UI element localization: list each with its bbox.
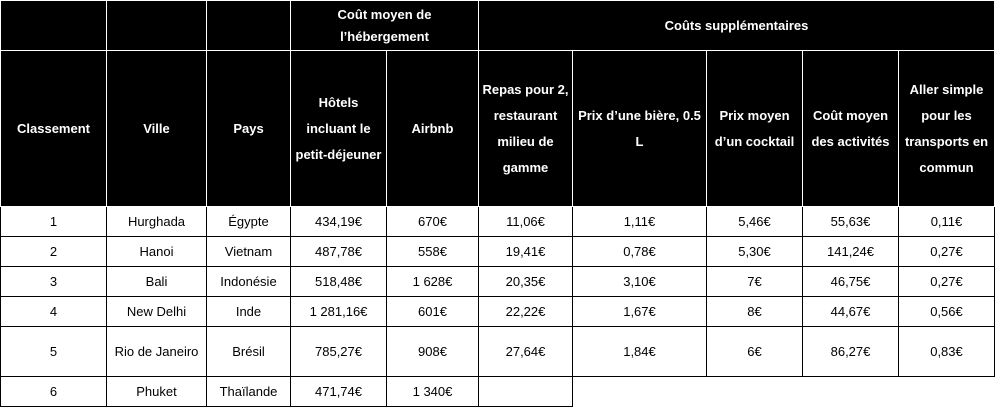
cell-cocktail: 5,30€ (707, 237, 803, 267)
col-header-hotels: Hôtels incluant le petit-déjeuner (291, 51, 387, 207)
col-header-transport: Aller simple pour les transports en commun (899, 51, 995, 207)
cell-activities: 46,75€ (803, 267, 899, 297)
cell-meal: 11,06€ (479, 207, 573, 237)
cell-city: Rio de Janeiro (107, 327, 207, 377)
cell-rank: 1 (1, 207, 107, 237)
cell-beer: 1,84€ (573, 327, 707, 377)
col-header-activities: Coût moyen des activités (803, 51, 899, 207)
col-header-city: Ville (107, 51, 207, 207)
cell-rank: 3 (1, 267, 107, 297)
cell-rank: 6 (1, 377, 107, 407)
cell-cocktail: 8€ (707, 297, 803, 327)
cell-transport: 0,27€ (899, 237, 995, 267)
cell-country: Indonésie (207, 267, 291, 297)
col-header-cocktail: Prix moyen d’un cocktail (707, 51, 803, 207)
header-blank-cell (1, 1, 107, 51)
col-header-country: Pays (207, 51, 291, 207)
cell-country: Inde (207, 297, 291, 327)
cell-city: Bali (107, 267, 207, 297)
cell-activities: 141,24€ (803, 237, 899, 267)
cell-transport: 0,56€ (899, 297, 995, 327)
cell-airbnb: 601€ (387, 297, 479, 327)
cell-country: Vietnam (207, 237, 291, 267)
cell-beer: 0,78€ (573, 237, 707, 267)
col-header-rank: Classement (1, 51, 107, 207)
cell-beer: 1,11€ (573, 207, 707, 237)
cell-hotels: 785,27€ (291, 327, 387, 377)
cell-hotels: 1 281,16€ (291, 297, 387, 327)
col-header-meal: Repas pour 2, restaurant milieu de gamme (479, 51, 573, 207)
cell-airbnb: 558€ (387, 237, 479, 267)
cell-city: Phuket (107, 377, 207, 407)
cell-cocktail: 6€ (707, 327, 803, 377)
cell-activities: 86,27€ (803, 327, 899, 377)
cell-hotels: 434,19€ (291, 207, 387, 237)
cell-hotels: 518,48€ (291, 267, 387, 297)
table-row (1, 297, 995, 327)
cell-airbnb: 908€ (387, 327, 479, 377)
table-row (1, 327, 995, 377)
header-columns-row (1, 51, 995, 207)
cell-city: Hurghada (107, 207, 207, 237)
cell-airbnb: 1 628€ (387, 267, 479, 297)
cell-transport: 0,11€ (899, 207, 995, 237)
cell-empty (803, 377, 899, 407)
header-group-accommodation: Coût moyen de l’hébergement (291, 1, 479, 51)
cell-cocktail: 5,46€ (707, 207, 803, 237)
cell-meal: 22,22€ (479, 297, 573, 327)
cell-airbnb: 1 340€ (387, 377, 479, 407)
cell-meal (479, 377, 573, 407)
cell-hotels: 471,74€ (291, 377, 387, 407)
cell-country: Brésil (207, 327, 291, 377)
cell-rank: 5 (1, 327, 107, 377)
table-row (1, 207, 995, 237)
cell-transport: 0,27€ (899, 267, 995, 297)
cell-beer: 3,10€ (573, 267, 707, 297)
cell-transport: 0,83€ (899, 327, 995, 377)
header-group-row (1, 1, 995, 51)
cell-rank: 4 (1, 297, 107, 327)
header-blank-cell (207, 1, 291, 51)
table-row (1, 377, 995, 407)
table-row (1, 267, 995, 297)
cell-empty (899, 377, 995, 407)
cell-beer: 1,67€ (573, 297, 707, 327)
cell-empty (707, 377, 803, 407)
cell-country: Thaïlande (207, 377, 291, 407)
cell-city: New Delhi (107, 297, 207, 327)
cell-empty (573, 377, 707, 407)
cell-airbnb: 670€ (387, 207, 479, 237)
header-group-extra-costs: Coûts supplémentaires (479, 1, 995, 51)
cell-activities: 44,67€ (803, 297, 899, 327)
col-header-beer: Prix d’une bière, 0.5 L (573, 51, 707, 207)
table-row (1, 237, 995, 267)
cell-rank: 2 (1, 237, 107, 267)
col-header-airbnb: Airbnb (387, 51, 479, 207)
cell-cocktail: 7€ (707, 267, 803, 297)
cell-country: Égypte (207, 207, 291, 237)
cell-meal: 20,35€ (479, 267, 573, 297)
cell-hotels: 487,78€ (291, 237, 387, 267)
cell-activities: 55,63€ (803, 207, 899, 237)
cell-meal: 27,64€ (479, 327, 573, 377)
cell-meal: 19,41€ (479, 237, 573, 267)
header-blank-cell (107, 1, 207, 51)
cell-city: Hanoi (107, 237, 207, 267)
